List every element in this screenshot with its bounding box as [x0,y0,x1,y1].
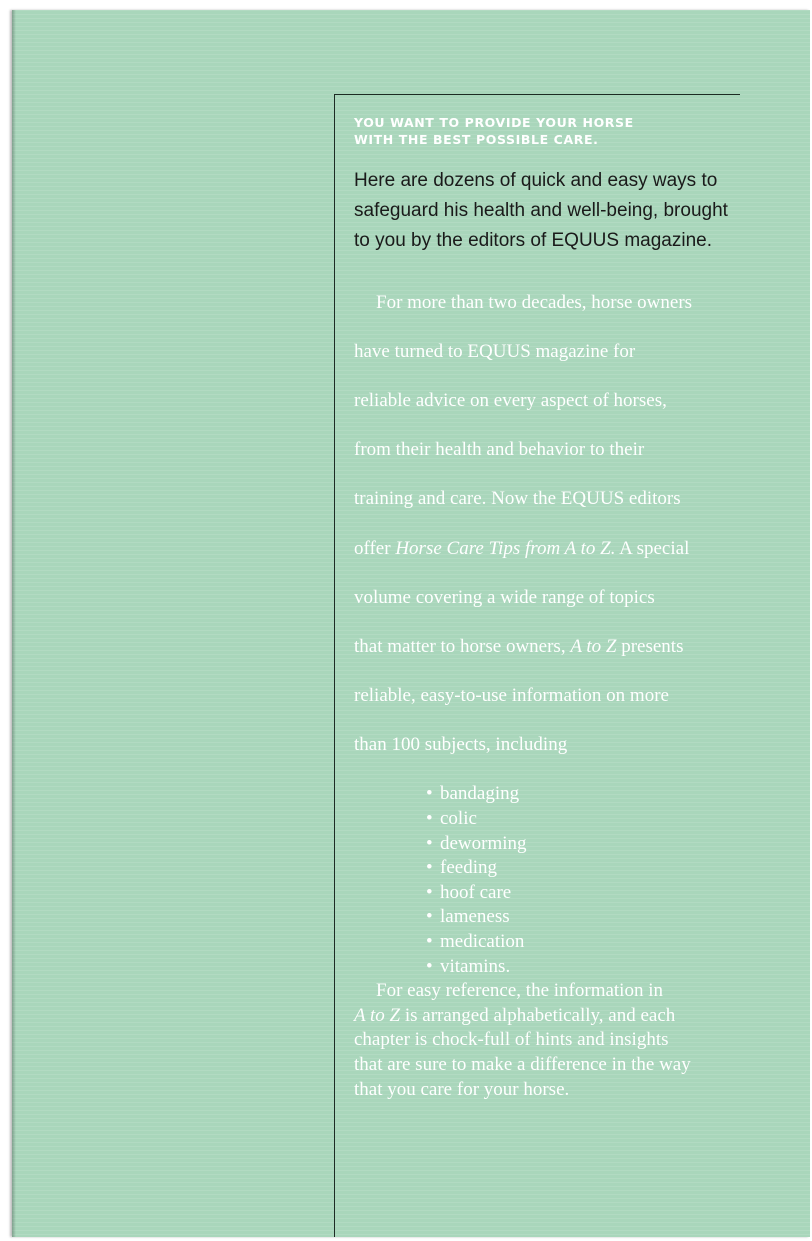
frame-rule-left [334,94,335,1237]
topic-item [426,807,744,832]
book-title: Horse Care Tips from A to Z. [395,537,616,559]
kicker-line-2: WITH THE BEST POSSIBLE CARE. [354,132,599,147]
back-cover [12,10,810,1237]
intro-line: reliable, easy-to-use information on more [354,685,669,707]
kicker-line-1: YOU WANT TO PROVIDE YOUR HORSE [354,115,634,130]
spine-shadow [12,10,16,1237]
topic-item [426,955,744,980]
lead-line-1: Here are dozens of quick and easy ways to [354,170,718,191]
intro-line: training and care. Now the EQUUS editors [354,488,681,510]
book-short-title: A to Z [354,1004,401,1026]
closing-line [354,1004,744,1029]
bullet-icon: • [426,881,433,903]
topic-label: deworming [440,832,527,854]
intro-line: For more than two decades, horse owners [376,291,693,313]
closing-paragraph [354,979,744,1102]
topic-label: hoof care [440,881,512,903]
topic-item [426,905,744,930]
bullet-icon: • [426,808,433,830]
kicker-headline [354,114,744,148]
intro-text: presents [616,635,684,657]
body-copy [354,266,744,1102]
closing-line: chapter is chock-full of hints and insights [354,1029,669,1051]
lead-line-2: safeguard his health and well-being, brought [354,200,728,221]
topic-item [426,832,744,857]
topic-label: colic [440,808,477,830]
bullet-icon: • [426,857,433,879]
intro-paragraph [354,266,744,782]
bullet-icon: • [426,832,433,854]
cover-copy [354,114,744,1102]
topic-label: vitamins. [440,955,511,977]
closing-line: that you care for your horse. [354,1078,570,1100]
topic-item [426,782,744,807]
lead-paragraph [354,166,744,256]
closing-line: that are sure to make a difference in the way [354,1054,691,1075]
topic-item [426,881,744,906]
intro-line: than 100 subjects, including [354,734,568,756]
intro-text: A special [615,537,690,559]
closing-text: is arranged alphabetically, and each [400,1004,676,1026]
lead-line-3: to you by the editors of EQUUS magazine. [354,230,713,251]
topic-item [426,856,744,881]
closing-line: For easy reference, the information in [376,980,663,1002]
intro-line: volume covering a wide range of topics [354,586,655,608]
intro-line [354,537,744,562]
intro-line: reliable advice on every aspect of horses, [354,389,667,411]
book-short-title: A to Z [570,635,617,657]
topic-item [426,930,744,955]
intro-line: have turned to EQUUS magazine for [354,340,636,362]
bullet-icon: • [426,955,433,977]
topic-label: lameness [440,906,510,928]
bullet-icon: • [426,931,433,953]
frame-rule-top [335,94,740,95]
topic-list [354,782,744,979]
intro-text: offer [354,537,396,559]
topic-label: feeding [440,857,497,879]
intro-line: from their health and behavior to their [354,439,645,461]
topic-label: medication [440,931,525,953]
bullet-icon: • [426,906,433,928]
intro-text: that matter to horse owners, [354,635,571,657]
intro-line [354,635,744,660]
topic-label: bandaging [440,783,520,805]
bullet-icon: • [426,783,433,805]
